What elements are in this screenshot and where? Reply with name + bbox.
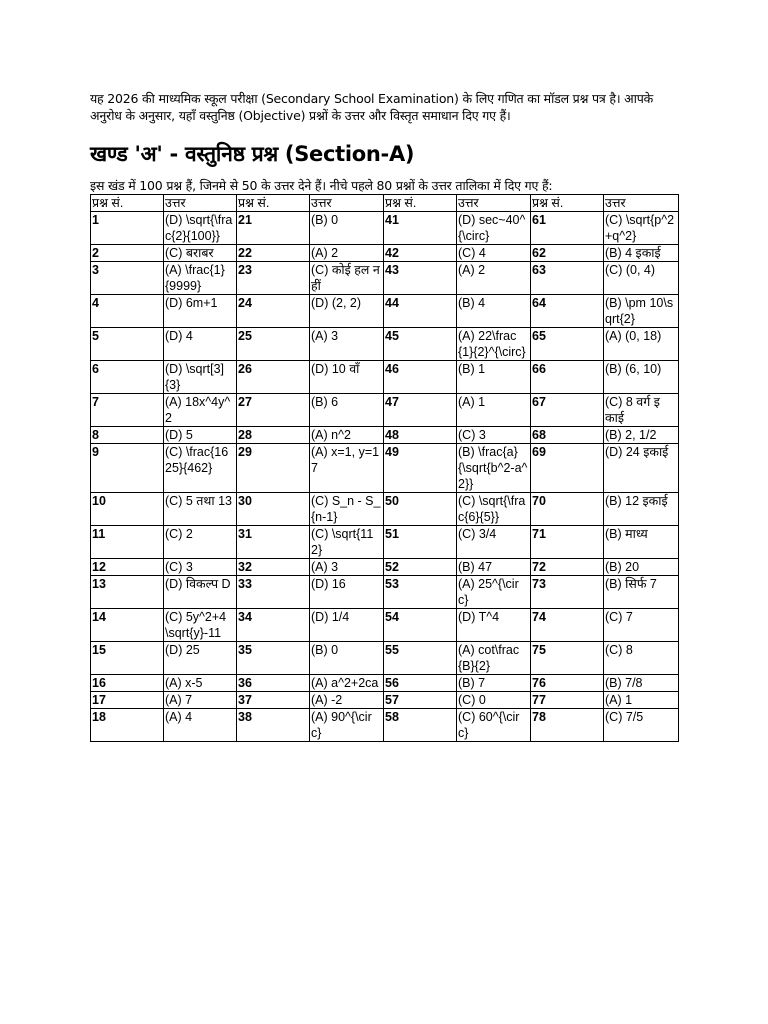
question-number-cell: 6 — [91, 361, 164, 394]
answer-cell: (A) a^2+2ca — [310, 675, 384, 692]
question-number-cell: 50 — [384, 493, 457, 526]
answer-table — [90, 194, 679, 742]
question-number-cell: 11 — [91, 526, 164, 559]
answer-cell: (B) \frac{a}{\sqrt{b^2-a^2}} — [457, 444, 531, 493]
answer-cell: (B) 1 — [457, 361, 531, 394]
header-question-no: प्रश्न सं. — [531, 195, 604, 212]
answer-cell: (A) 2 — [457, 262, 531, 295]
answer-cell: (B) 4 इकाई — [604, 245, 679, 262]
header-answer: उत्तर — [310, 195, 384, 212]
answer-cell: (D) 6m+1 — [164, 295, 237, 328]
question-number-cell: 31 — [237, 526, 310, 559]
question-number-cell: 64 — [531, 295, 604, 328]
question-number-cell: 45 — [384, 328, 457, 361]
question-number-cell: 66 — [531, 361, 604, 394]
question-number-cell: 38 — [237, 709, 310, 742]
answer-cell: (C) 7/5 — [604, 709, 679, 742]
question-number-cell: 41 — [384, 212, 457, 245]
answer-cell: (A) cot\frac{B}{2} — [457, 642, 531, 675]
answer-cell: (B) 2, 1/2 — [604, 427, 679, 444]
answer-cell: (C) \sqrt{112} — [310, 526, 384, 559]
answer-cell: (B) माध्य — [604, 526, 679, 559]
question-number-cell: 34 — [237, 609, 310, 642]
question-number-cell: 2 — [91, 245, 164, 262]
answer-cell: (B) 4 — [457, 295, 531, 328]
answer-table-body — [91, 212, 679, 742]
answer-cell: (B) 47 — [457, 559, 531, 576]
question-number-cell: 23 — [237, 262, 310, 295]
question-number-cell: 47 — [384, 394, 457, 427]
question-number-cell: 49 — [384, 444, 457, 493]
question-number-cell: 12 — [91, 559, 164, 576]
answer-cell: (D) 24 इकाई — [604, 444, 679, 493]
question-number-cell: 24 — [237, 295, 310, 328]
question-number-cell: 27 — [237, 394, 310, 427]
answer-cell: (A) x=1, y=17 — [310, 444, 384, 493]
answer-cell: (C) बराबर — [164, 245, 237, 262]
question-number-cell: 71 — [531, 526, 604, 559]
question-number-cell: 21 — [237, 212, 310, 245]
question-number-cell: 55 — [384, 642, 457, 675]
table-row — [91, 576, 679, 609]
answer-cell: (B) सिर्फ 7 — [604, 576, 679, 609]
question-number-cell: 67 — [531, 394, 604, 427]
answer-cell: (D) 25 — [164, 642, 237, 675]
question-number-cell: 5 — [91, 328, 164, 361]
section-note: इस खंड में 100 प्रश्न हैं, जिनमे से 50 के उत्तर देने हैं। नीचे पहले 80 प्रश्नों के उत्तर तालिका में दिए गए हैं: — [90, 178, 553, 193]
question-number-cell: 25 — [237, 328, 310, 361]
table-row — [91, 394, 679, 427]
answer-cell: (A) 22\frac{1}{2}^{\circ} — [457, 328, 531, 361]
answer-cell: (B) (6, 10) — [604, 361, 679, 394]
answer-cell: (C) 5y^2+4\sqrt{y}-11 — [164, 609, 237, 642]
answer-cell: (D) 5 — [164, 427, 237, 444]
answer-cell: (D) 16 — [310, 576, 384, 609]
question-number-cell: 18 — [91, 709, 164, 742]
answer-cell: (B) 7/8 — [604, 675, 679, 692]
answer-cell: (A) 4 — [164, 709, 237, 742]
answer-cell: (D) 4 — [164, 328, 237, 361]
table-row — [91, 262, 679, 295]
question-number-cell: 58 — [384, 709, 457, 742]
answer-cell: (A) x-5 — [164, 675, 237, 692]
question-number-cell: 57 — [384, 692, 457, 709]
question-number-cell: 44 — [384, 295, 457, 328]
table-row — [91, 493, 679, 526]
intro-paragraph: यह 2026 की माध्यमिक स्कूल परीक्षा (Secondary School Examination) के लिए गणित का मॉडल प्रश्न पत्र है। आपके अनुरोध के अनुसार, यहाँ वस्तुनिष्ठ (Objective) प्रश्नों के उत्तर और विस्तृत समाधान दिए गए हैं। — [90, 91, 654, 123]
question-number-cell: 76 — [531, 675, 604, 692]
answer-cell: (A) 1 — [457, 394, 531, 427]
question-number-cell: 42 — [384, 245, 457, 262]
question-number-cell: 53 — [384, 576, 457, 609]
question-number-cell: 33 — [237, 576, 310, 609]
document-page — [90, 90, 680, 742]
question-number-cell: 28 — [237, 427, 310, 444]
answer-cell: (C) 4 — [457, 245, 531, 262]
answer-cell: (B) 12 इकाई — [604, 493, 679, 526]
question-number-cell: 14 — [91, 609, 164, 642]
question-number-cell: 43 — [384, 262, 457, 295]
question-number-cell: 9 — [91, 444, 164, 493]
table-row — [91, 328, 679, 361]
question-number-cell: 13 — [91, 576, 164, 609]
table-row — [91, 427, 679, 444]
answer-cell: (D) \sqrt[3]{3} — [164, 361, 237, 394]
question-number-cell: 3 — [91, 262, 164, 295]
question-number-cell: 74 — [531, 609, 604, 642]
table-row — [91, 212, 679, 245]
answer-cell: (C) कोई हल नहीं — [310, 262, 384, 295]
section-heading: खण्ड 'अ' - वस्तुनिष्ठ प्रश्न (Section-A) — [90, 142, 415, 166]
header-question-no: प्रश्न सं. — [384, 195, 457, 212]
question-number-cell: 77 — [531, 692, 604, 709]
question-number-cell: 7 — [91, 394, 164, 427]
answer-cell: (B) 0 — [310, 642, 384, 675]
question-number-cell: 62 — [531, 245, 604, 262]
answer-cell: (D) sec~40^{\circ} — [457, 212, 531, 245]
answer-cell: (C) \sqrt{\frac{6}{5}} — [457, 493, 531, 526]
question-number-cell: 10 — [91, 493, 164, 526]
question-number-cell: 73 — [531, 576, 604, 609]
table-row — [91, 709, 679, 742]
question-number-cell: 32 — [237, 559, 310, 576]
question-number-cell: 68 — [531, 427, 604, 444]
answer-cell: (D) T^4 — [457, 609, 531, 642]
question-number-cell: 17 — [91, 692, 164, 709]
answer-cell: (A) 25^{\circ} — [457, 576, 531, 609]
answer-cell: (A) \frac{1}{9999} — [164, 262, 237, 295]
question-number-cell: 75 — [531, 642, 604, 675]
question-number-cell: 46 — [384, 361, 457, 394]
answer-cell: (C) 2 — [164, 526, 237, 559]
table-row — [91, 642, 679, 675]
answer-cell: (C) 8 — [604, 642, 679, 675]
answer-cell: (A) (0, 18) — [604, 328, 679, 361]
answer-cell: (B) 0 — [310, 212, 384, 245]
table-row — [91, 361, 679, 394]
answer-cell: (C) 8 वर्ग इकाई — [604, 394, 679, 427]
question-number-cell: 65 — [531, 328, 604, 361]
answer-cell: (A) 3 — [310, 328, 384, 361]
question-number-cell: 4 — [91, 295, 164, 328]
answer-cell: (D) 1/4 — [310, 609, 384, 642]
table-row — [91, 675, 679, 692]
table-row — [91, 245, 679, 262]
answer-cell: (C) \frac{1625}{462} — [164, 444, 237, 493]
question-number-cell: 56 — [384, 675, 457, 692]
header-answer: उत्तर — [164, 195, 237, 212]
answer-cell: (B) 6 — [310, 394, 384, 427]
answer-cell: (C) 3 — [457, 427, 531, 444]
answer-cell: (B) 20 — [604, 559, 679, 576]
answer-cell: (D) 10 वाँ — [310, 361, 384, 394]
answer-cell: (A) n^2 — [310, 427, 384, 444]
question-number-cell: 35 — [237, 642, 310, 675]
question-number-cell: 37 — [237, 692, 310, 709]
question-number-cell: 63 — [531, 262, 604, 295]
question-number-cell: 72 — [531, 559, 604, 576]
answer-cell: (A) 3 — [310, 559, 384, 576]
answer-cell: (B) \pm 10\sqrt{2} — [604, 295, 679, 328]
answer-cell: (D) विकल्प D — [164, 576, 237, 609]
question-number-cell: 30 — [237, 493, 310, 526]
question-number-cell: 29 — [237, 444, 310, 493]
table-row — [91, 444, 679, 493]
table-row — [91, 526, 679, 559]
header-question-no: प्रश्न सं. — [91, 195, 164, 212]
question-number-cell: 52 — [384, 559, 457, 576]
answer-cell: (C) 7 — [604, 609, 679, 642]
answer-cell: (C) S_n - S_{n-1} — [310, 493, 384, 526]
question-number-cell: 69 — [531, 444, 604, 493]
answer-cell: (C) 5 तथा 13 — [164, 493, 237, 526]
question-number-cell: 54 — [384, 609, 457, 642]
header-answer: उत्तर — [457, 195, 531, 212]
question-number-cell: 48 — [384, 427, 457, 444]
answer-cell: (A) 1 — [604, 692, 679, 709]
header-answer: उत्तर — [604, 195, 679, 212]
answer-cell: (B) 7 — [457, 675, 531, 692]
answer-cell: (D) (2, 2) — [310, 295, 384, 328]
question-number-cell: 16 — [91, 675, 164, 692]
question-number-cell: 78 — [531, 709, 604, 742]
answer-cell: (C) 0 — [457, 692, 531, 709]
answer-cell: (C) (0, 4) — [604, 262, 679, 295]
answer-cell: (C) 3/4 — [457, 526, 531, 559]
question-number-cell: 15 — [91, 642, 164, 675]
question-number-cell: 51 — [384, 526, 457, 559]
question-number-cell: 61 — [531, 212, 604, 245]
table-header-row — [91, 195, 679, 212]
answer-cell: (A) 18x^4y^2 — [164, 394, 237, 427]
question-number-cell: 1 — [91, 212, 164, 245]
answer-cell: (A) 90^{\circ} — [310, 709, 384, 742]
table-row — [91, 295, 679, 328]
question-number-cell: 22 — [237, 245, 310, 262]
answer-cell: (C) 60^{\circ} — [457, 709, 531, 742]
table-row — [91, 609, 679, 642]
question-number-cell: 26 — [237, 361, 310, 394]
answer-cell: (C) \sqrt{p^2+q^2} — [604, 212, 679, 245]
answer-cell: (A) -2 — [310, 692, 384, 709]
header-question-no: प्रश्न सं. — [237, 195, 310, 212]
answer-cell: (C) 3 — [164, 559, 237, 576]
answer-cell: (D) \sqrt{\frac{2}{100}} — [164, 212, 237, 245]
question-number-cell: 70 — [531, 493, 604, 526]
table-row — [91, 559, 679, 576]
question-number-cell: 8 — [91, 427, 164, 444]
table-row — [91, 692, 679, 709]
answer-cell: (A) 7 — [164, 692, 237, 709]
question-number-cell: 36 — [237, 675, 310, 692]
answer-cell: (A) 2 — [310, 245, 384, 262]
